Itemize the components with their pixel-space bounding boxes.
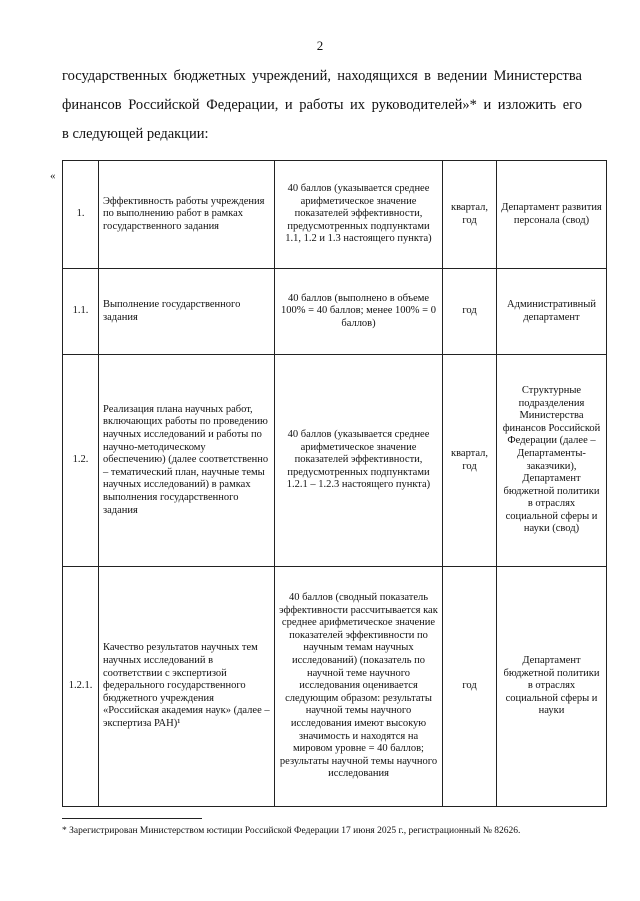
indicator-name: Выполнение государственного задания xyxy=(99,269,275,355)
footnote: * Зарегистрирован Министерством юстиции Российской Федерации 17 июня 2025 г., регистрационный № 82626. xyxy=(62,826,521,836)
responsible-department: Департамент бюджетной политики в отраслях социальной сферы и науки xyxy=(497,567,607,807)
intro-line-1: государственных бюджетных учреждений, находящихся в ведении Министерства xyxy=(62,68,582,84)
page-number: 2 xyxy=(316,38,324,53)
intro-line-3: в следующей редакции: xyxy=(62,126,209,142)
row-number: 1.2.1. xyxy=(63,567,99,807)
responsible-department: Структурные подразделения Министерства финансов Российской Федерации (далее – Департаменты-заказчики), Департамент бюджетной политики в отраслях социальной сферы и науки (свод) xyxy=(497,355,607,567)
table-row xyxy=(63,567,607,807)
row-number: 1.2. xyxy=(63,355,99,567)
intro-line-2: финансов Российской Федерации, и работы их руководителей»* и изложить его xyxy=(62,97,582,113)
open-quote-mark: « xyxy=(50,170,56,182)
score-description: 40 баллов (сводный показатель эффективности рассчитывается как среднее арифметическое значение показателей эффективности по научным темам научных исследований) (показатель по научной теме научного исследования оценивается следующим образом: результаты научной темы научного исследования имеют высокую значимость и находятся на мировом уровне = 40 баллов; результаты научной темы научного исследования xyxy=(275,567,443,807)
footnote-divider xyxy=(62,818,202,819)
score-description: 40 баллов (выполнено в объеме 100% = 40 баллов; менее 100% = 0 баллов) xyxy=(275,269,443,355)
indicator-name: Эффективность работы учреждения по выполнению работ в рамках государственного задания xyxy=(99,161,275,269)
reporting-period: квартал, год xyxy=(443,161,497,269)
reporting-period: квартал, год xyxy=(443,355,497,567)
table-row xyxy=(63,355,607,567)
reporting-period: год xyxy=(443,567,497,807)
score-description: 40 баллов (указывается среднее арифметическое значение показателей эффективности, предусмотренных подпунктами 1.2.1 – 1.2.3 настоящего пункта) xyxy=(275,355,443,567)
table-row xyxy=(63,269,607,355)
indicator-name: Реализация плана научных работ, включающих работы по проведению научных исследований и работы по научно-методическому обеспечению) (далее соответственно – тематический план, научные темы научных исследований) в рамках выполнения государственного задания xyxy=(99,355,275,567)
reporting-period: год xyxy=(443,269,497,355)
score-description: 40 баллов (указывается среднее арифметическое значение показателей эффективности, предусмотренных подпунктами 1.1, 1.2 и 1.3 настоящего пункта) xyxy=(275,161,443,269)
indicator-name: Качество результатов научных тем научных исследований в соответствии с экспертизой федерального государственного бюджетного учреждения «Российская академия наук» (далее – экспертиза РАН)¹ xyxy=(99,567,275,807)
responsible-department: Административный департамент xyxy=(497,269,607,355)
row-number: 1.1. xyxy=(63,269,99,355)
responsible-department: Департамент развития персонала (свод) xyxy=(497,161,607,269)
table-row xyxy=(63,161,607,269)
row-number: 1. xyxy=(63,161,99,269)
indicators-table xyxy=(62,160,607,807)
